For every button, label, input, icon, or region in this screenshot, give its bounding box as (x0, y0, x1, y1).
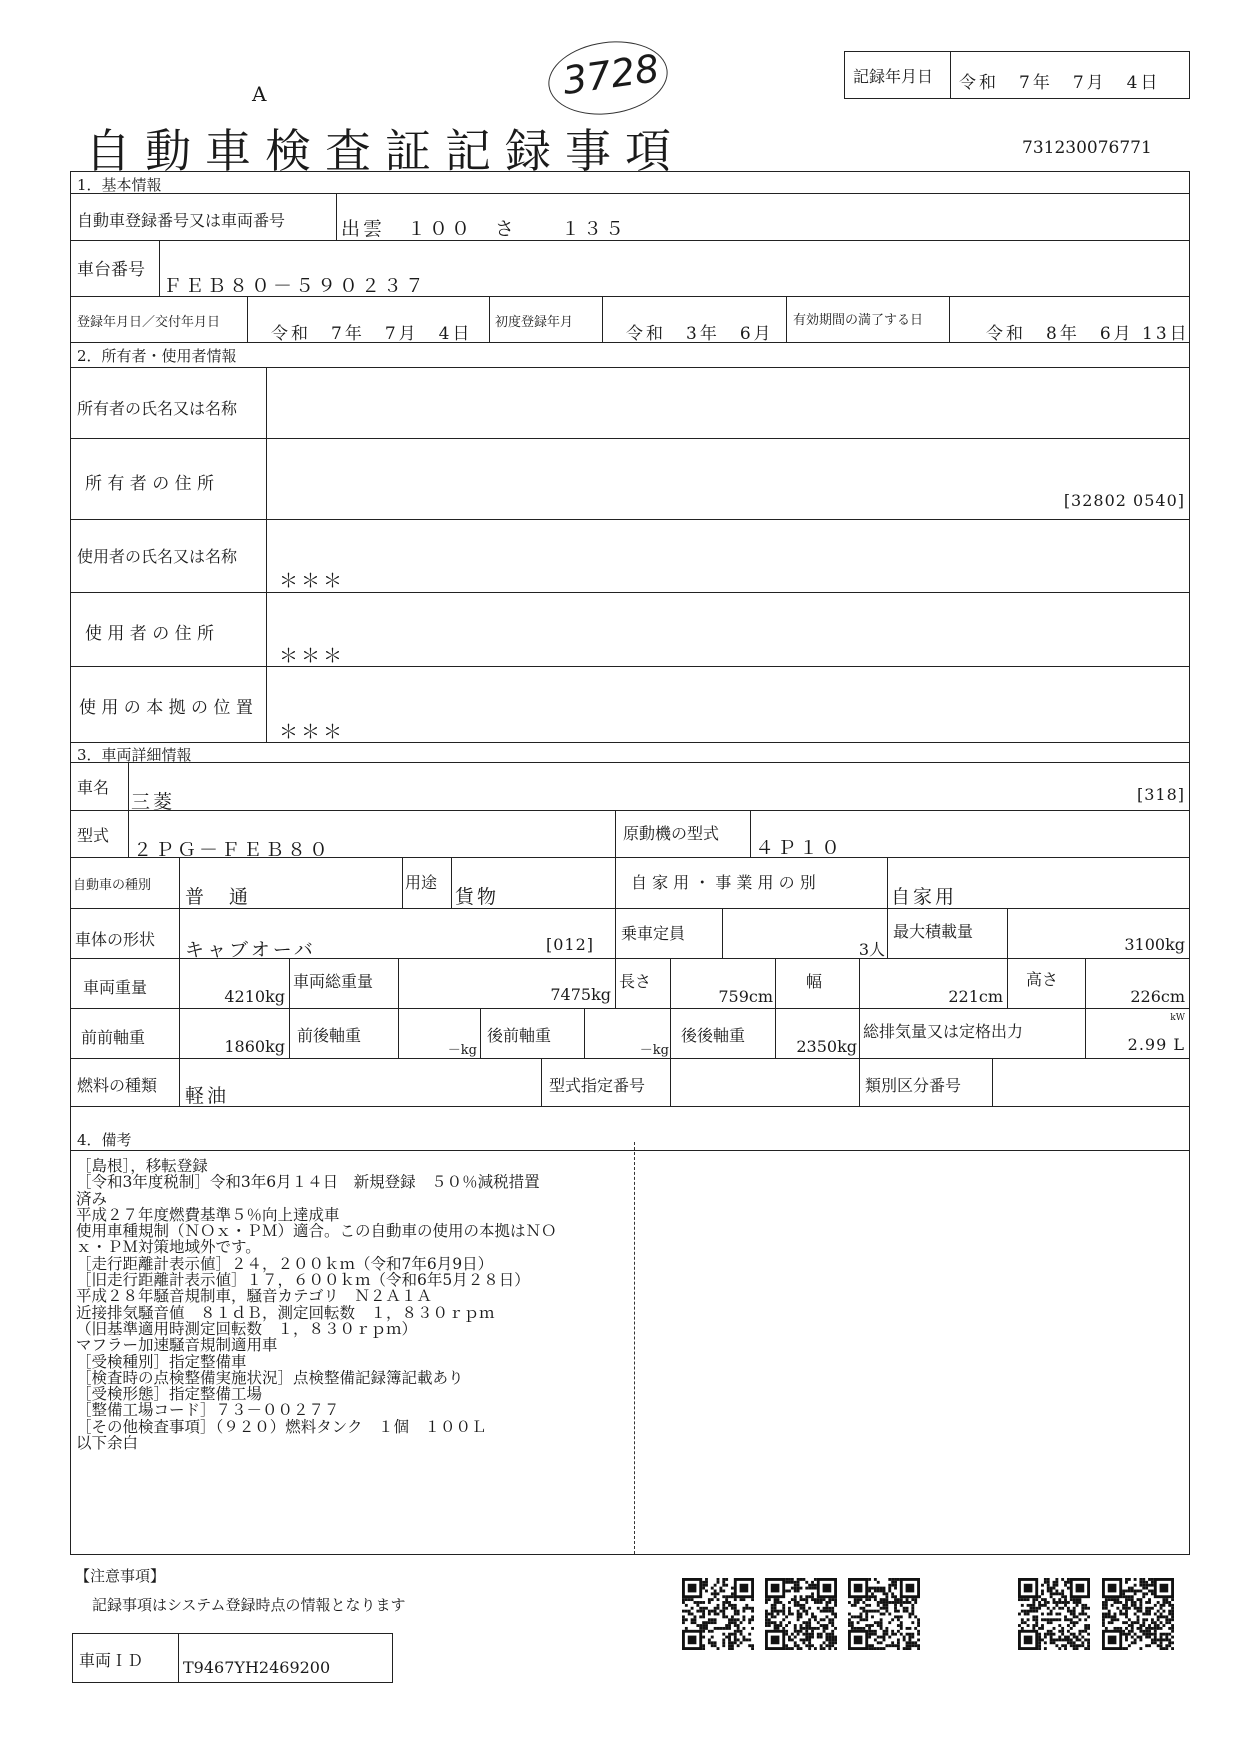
rf-axle-value: －kg (639, 1043, 669, 1058)
divider (750, 811, 751, 857)
user-name-row (70, 519, 1190, 593)
divider (489, 297, 490, 342)
divider (266, 368, 267, 438)
base-location-label: 使 用 の 本 拠 の 位 置 (79, 698, 253, 718)
remark-line: ［島根］，移転登録 (76, 1157, 208, 1175)
divider (887, 858, 888, 908)
divider (336, 194, 337, 240)
chassis-value: ＦＥＢ８０－５９０２３７ (163, 275, 428, 297)
document-number: 731230076771 (1022, 138, 1152, 158)
fuel-value: 軽油 (185, 1085, 230, 1107)
divider (615, 858, 616, 908)
divider (670, 1059, 671, 1106)
chassis-label: 車台番号 (77, 260, 145, 280)
body-row (70, 908, 1190, 959)
divider (179, 1059, 180, 1106)
reg-number-row (70, 193, 1190, 241)
remark-line: ｘ・ＰＭ対策地域外です。 (76, 1238, 261, 1257)
divider (670, 959, 671, 1008)
weight-value: 4210kg (224, 987, 285, 1006)
remark-line: 平成２８年騒音規制車，騒音カテゴリ Ｎ２Ａ１Ａ (76, 1287, 432, 1306)
divider (1085, 959, 1086, 1008)
kind-row (70, 857, 1190, 909)
expiry-label: 有効期間の満了する日 (793, 313, 924, 328)
width-label: 幅 (806, 972, 823, 991)
remark-line: ［走行距離計表示値］２４，２００ｋｍ（令和7年6月9日） (76, 1254, 494, 1273)
qr-code (1102, 1577, 1174, 1651)
remark-line: 平成２７年度燃費基準５％向上達成車 (76, 1205, 340, 1224)
private-business-value: 自家用 (891, 886, 958, 908)
divider (775, 959, 776, 1008)
divider (179, 909, 180, 958)
height-label: 高さ (1026, 970, 1059, 989)
divider (859, 1059, 860, 1106)
section-title: 1．基本情報 (77, 176, 162, 194)
max-load-label: 最大積載量 (893, 922, 974, 941)
gross-weight-label: 車両総重量 (293, 972, 374, 991)
form-mark: A (252, 82, 267, 106)
divider (159, 241, 160, 296)
divider (178, 1634, 179, 1682)
base-location-value: ＊＊＊ (279, 721, 346, 743)
notice-title: 【注意事項】 (75, 1567, 166, 1585)
section-title: 4．備考 (77, 1131, 132, 1149)
width-value: 221cm (948, 987, 1003, 1006)
section-title: 2．所有者・使用者情報 (77, 347, 237, 365)
divider (266, 439, 267, 519)
divider (179, 858, 180, 908)
type-designation-label: 型式指定番号 (549, 1076, 646, 1095)
fuel-label: 燃料の種類 (77, 1076, 158, 1095)
first-reg-label: 初度登録年月 (495, 315, 574, 330)
record-date-value: 令和 7年 7月 4日 (959, 73, 1161, 93)
divider (398, 959, 399, 1008)
weight-label: 車両重量 (83, 978, 148, 997)
model-label: 型式 (77, 826, 110, 845)
owner-address-row (70, 438, 1190, 520)
user-address-value: ＊＊＊ (279, 645, 346, 667)
divider (992, 1059, 993, 1106)
divider (949, 297, 950, 342)
divider (670, 1009, 671, 1058)
record-date-box (844, 51, 1190, 99)
divider (950, 52, 951, 98)
owner-address-label: 所 有 者 の 住 所 (85, 474, 215, 494)
divider (887, 909, 888, 958)
use-value: 貨物 (455, 886, 500, 908)
qr-code (1018, 1577, 1090, 1651)
model-value: ２ＰＧ－ＦＥＢ８０ (133, 839, 332, 861)
owner-address-code: [32802 0540] (1063, 491, 1185, 510)
user-name-label: 使用者の氏名又は名称 (77, 547, 238, 566)
fuel-row (70, 1058, 1190, 1107)
remark-line: ［受検種別］指定整備車 (76, 1352, 247, 1371)
kind-label: 自動車の種別 (73, 878, 152, 893)
displacement-unit: kW (1170, 1013, 1185, 1023)
engine-model-value: ４Ｐ１０ (755, 837, 844, 859)
divider (128, 763, 129, 810)
remark-line: 済み (76, 1189, 108, 1208)
engine-model-label: 原動機の型式 (623, 824, 720, 843)
first-reg-value: 令和 3年 6月 (626, 324, 774, 344)
divider (1085, 1009, 1086, 1058)
remarks-text (76, 1158, 636, 1451)
divider (541, 1059, 542, 1106)
divider (859, 959, 860, 1008)
vehicle-id-box (72, 1633, 393, 1683)
expiry-value: 令和 8年 6月 13日 (986, 324, 1190, 344)
ff-axle-label: 前前軸重 (81, 1028, 146, 1047)
max-load-value: 3100kg (1124, 935, 1185, 954)
body-code: [012] (546, 935, 595, 954)
section-vehicle-header (70, 742, 1190, 763)
remark-line: ［令和3年度税制］令和3年6月１４日 新規登録 ５０％減税措置 (76, 1173, 540, 1192)
section-title: 3．車両詳細情報 (77, 746, 192, 764)
category-label: 類別区分番号 (865, 1076, 962, 1095)
remark-line: 以下余白 (76, 1434, 139, 1453)
divider (786, 297, 787, 342)
body-label: 車体の形状 (75, 930, 156, 949)
page-title: 自動車検査証記録事項 (85, 124, 685, 178)
divider (128, 811, 129, 857)
rr-axle-label: 後後軸重 (681, 1026, 746, 1045)
divider (584, 1009, 585, 1058)
remark-line: マフラー加速騒音規制適用車 (76, 1336, 278, 1355)
capacity-label: 乗車定員 (621, 924, 686, 943)
dates-row (70, 296, 1190, 343)
qr-code (682, 1577, 754, 1651)
notice-text: 記録事項はシステム登録時点の情報となります (92, 1596, 406, 1614)
issue-date-value: 令和 7年 7月 4日 (271, 324, 473, 344)
base-location-row (70, 666, 1190, 743)
owner-name-row (70, 367, 1190, 439)
divider (615, 959, 616, 1008)
vehicle-name-label: 車名 (77, 778, 110, 797)
section-owner-header (70, 342, 1190, 368)
divider (480, 1009, 481, 1058)
vehicle-id-value: T9467YH2469200 (183, 1658, 331, 1677)
remark-line: ［その他検査事項］（９２０）燃料タンク １個 １００Ｌ (76, 1417, 487, 1436)
remark-line: ［整備工場コード］７３－００２７７ (76, 1401, 340, 1420)
vehicle-id-label: 車両ＩＤ (79, 1651, 144, 1670)
remark-line: （旧基準適用時測定回転数 １，８３０ｒｐｍ） (76, 1319, 418, 1338)
divider (289, 1009, 290, 1058)
vehicle-name-value: 三菱 (131, 791, 176, 813)
body-value: キャブオーバ (185, 939, 316, 961)
user-address-label: 使 用 者 の 住 所 (85, 624, 215, 644)
vehicle-name-row (70, 762, 1190, 811)
reg-number-label: 自動車登録番号又は車両番号 (77, 211, 286, 230)
private-business-label: 自 家 用 ・ 事 業 用 の 別 (631, 873, 816, 892)
divider (1007, 959, 1008, 1008)
qr-code (765, 1577, 837, 1651)
axle-row (70, 1008, 1190, 1059)
divider (179, 1009, 180, 1058)
ff-axle-value: 1860kg (224, 1037, 285, 1056)
divider (775, 1009, 776, 1058)
length-value: 759cm (718, 987, 773, 1006)
handwritten-number (544, 34, 673, 122)
displacement-label: 総排気量又は定格出力 (863, 1022, 1024, 1041)
reg-number-value: 出雲 １００ さ １３５ (341, 218, 628, 240)
divider (179, 959, 180, 1008)
record-date-label: 記録年月日 (853, 67, 934, 86)
remark-line: ［受検形態］指定整備工場 (76, 1385, 263, 1404)
divider (722, 909, 723, 958)
gross-weight-value: 7475kg (550, 985, 611, 1004)
divider (602, 297, 603, 342)
qr-code (848, 1577, 920, 1651)
remark-line: 近接排気騒音値 ８１ｄＢ，測定回転数 １，８３０ｒｐｍ (76, 1303, 495, 1322)
owner-name-label: 所有者の氏名又は名称 (77, 399, 238, 418)
divider (247, 297, 248, 342)
user-address-row (70, 592, 1190, 667)
remark-line: ［検査時の点検整備実施状況］点検整備記録簿記載あり (76, 1368, 464, 1387)
divider (402, 858, 403, 908)
fr-axle-value: －kg (447, 1043, 477, 1058)
user-name-value: ＊＊＊ (279, 570, 346, 592)
remark-line: 使用車種規制（ＮＯｘ・ＰＭ）適合。この自動車の使用の本拠はＮＯ (76, 1222, 557, 1241)
remarks-header (70, 1106, 1190, 1151)
divider (615, 811, 616, 857)
displacement-value: 2.99 L (1127, 1035, 1185, 1054)
weight-row (70, 958, 1190, 1009)
section-basic-header (70, 171, 1190, 194)
fr-axle-label: 前後軸重 (297, 1026, 362, 1045)
issue-date-label: 登録年月日／交付年月日 (77, 315, 221, 330)
divider (615, 909, 616, 958)
divider (266, 667, 267, 742)
capacity-value: 3人 (858, 940, 885, 959)
rf-axle-label: 後前軸重 (487, 1026, 552, 1045)
remark-line: ［旧走行距離計表示値］１７，６００ｋｍ（令和6年5月２８日） (76, 1271, 530, 1290)
height-value: 226cm (1130, 987, 1185, 1006)
divider (266, 593, 267, 666)
use-label: 用途 (405, 873, 438, 892)
divider (289, 959, 290, 1008)
divider (1007, 909, 1008, 958)
handwritten-number-text: 3728 (559, 46, 662, 104)
divider (398, 1009, 399, 1058)
length-label: 長さ (619, 972, 652, 991)
chassis-row (70, 240, 1190, 297)
divider (266, 520, 267, 592)
kind-value: 普 通 (185, 886, 252, 908)
vehicle-name-code: [318] (1136, 785, 1185, 804)
divider (859, 1009, 860, 1058)
rr-axle-value: 2350kg (796, 1037, 857, 1056)
model-row (70, 810, 1190, 861)
divider (451, 858, 452, 908)
